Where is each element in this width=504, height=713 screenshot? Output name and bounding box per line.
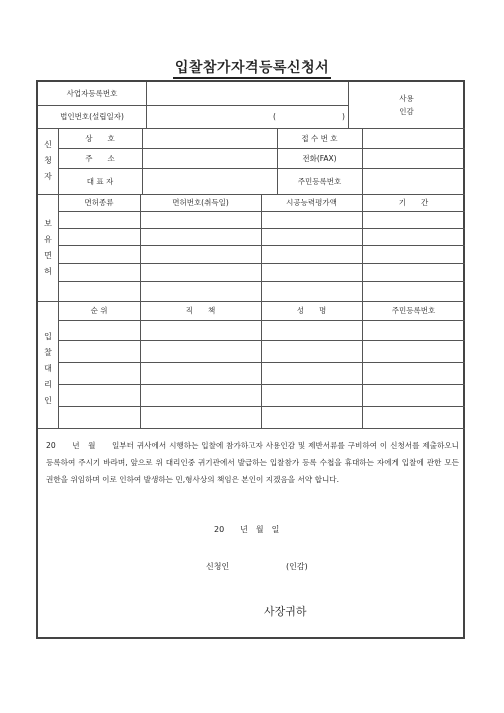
license-header-number: 면허번호(취득일) [172, 198, 229, 207]
address-label: 주 소 [85, 154, 115, 163]
resident-no-label: 주민등록번호 [297, 177, 342, 186]
seal-label-2: 인감 [399, 107, 414, 116]
declaration-date: 20 년 월 일 [214, 525, 280, 534]
license-header-period: 기 간 [398, 198, 429, 207]
page-title: 입찰참가자격등록신청서 [0, 57, 504, 77]
corp-reg-paren-open: ( [273, 112, 276, 121]
agents-section-label: 입 찰 대 리 인 [44, 332, 52, 405]
agent-header-rank: 순 위 [90, 306, 108, 315]
agent-header-resident-no: 주민등록번호 [391, 306, 436, 315]
addressee: 사장귀하 [264, 605, 307, 618]
agent-header-name: 성 명 [296, 306, 327, 315]
declaration-text: 20 년 월 일부터 귀사에서 시행하는 입찰에 참가하고자 사용인감 및 제반서류를 구비하여 이 신청서를 제출하오니 등록하여 주시기 바라며, 앞으로 위 대리인중 귀기관에서 발급하는 입찰참가 등록 수첩을 휴대하는 자에게 입찰에 관한 모든 권한을 위임하며 이로 인하여 발생하는 민,형사상의 책임은 본인이 지겠음을 서약 합니다. [46, 441, 459, 484]
seal-placeholder: (인감) [286, 562, 308, 571]
agent-header-position: 직 책 [185, 306, 216, 315]
applicant-section-label: 신 청 자 [44, 140, 52, 181]
corp-reg-label: 법인번호(설립일자) [60, 112, 124, 121]
license-header-capacity: 시공능력평가액 [286, 198, 337, 207]
seal-label-1: 사용 [399, 94, 414, 103]
application-form [36, 80, 465, 639]
receipt-no-label: 접 수 번 호 [301, 134, 338, 143]
licenses-section-label: 보 유 면 허 [44, 219, 52, 276]
trade-name-label: 상 호 [85, 134, 115, 143]
phone-label: 전화(FAX) [302, 154, 337, 163]
corp-reg-paren-close: ) [342, 112, 345, 121]
applicant-signature-label: 신청인 [206, 562, 230, 571]
license-header-type: 면허종류 [84, 198, 114, 207]
representative-label: 대 표 자 [86, 177, 114, 186]
business-reg-label: 사업자등록번호 [66, 89, 118, 98]
